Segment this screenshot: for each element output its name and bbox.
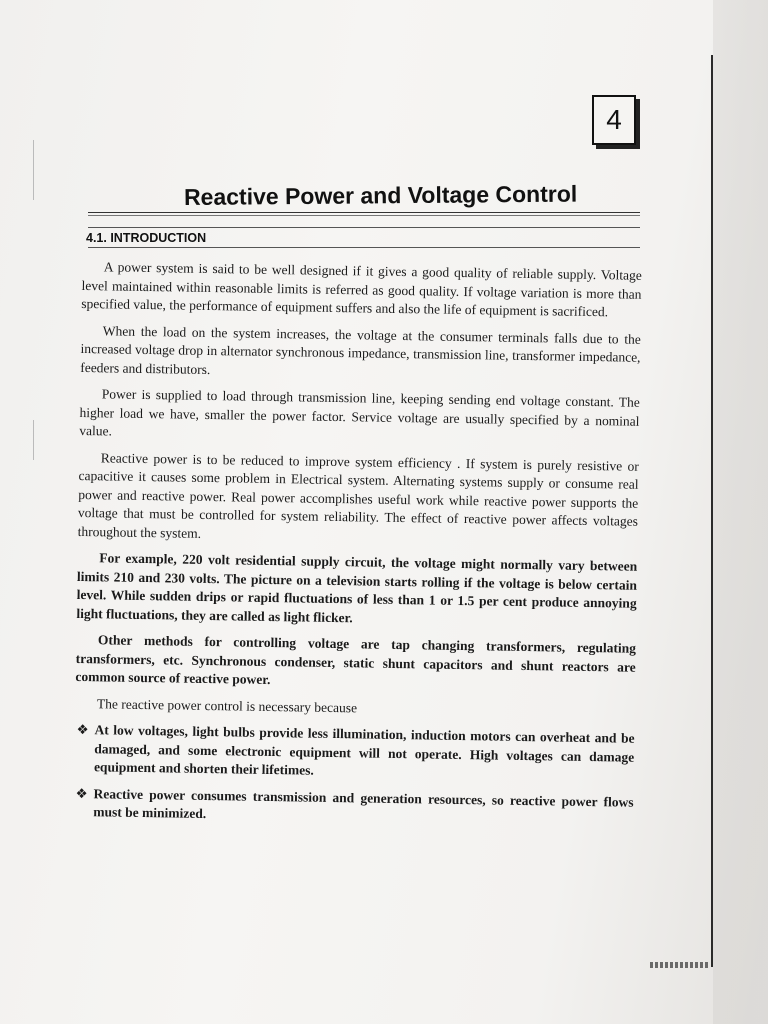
page-edge-line [711,55,713,967]
diamond-dots-icon: ❖ [75,785,88,801]
list-item [73,784,634,830]
chapter-number: 4 [606,104,622,135]
paragraph: The reactive power control is necessary because [96,695,358,715]
title-rule [88,212,640,213]
paragraph: A power system is said to be well designed if it gives a good quality of reliable supply. Voltage level maintained within reasonable limits is referred as good quality. If voltage variation is more than specified value, the performance of equipment suffers and also the life of equipment is sacrificed. [81,259,642,320]
list-item-text: At low voltages, light bulbs provide less illumination, induction motors can overheat and be damaged, and some electronic equipment will not operate. High voltages can damage equipment and shorten their lifetimes. [93,722,635,778]
corner-scrawl [650,962,708,968]
margin-mark [33,420,34,460]
body-text [73,258,642,838]
list-item-text: Reactive power consumes transmission and generation resources, so reactive power flows must be minimized. [93,785,634,822]
section-rule-top [88,227,640,228]
section-rule-bottom [88,247,640,248]
chapter-number-box [592,95,636,145]
paragraph: Reactive power is to be reduced to improve system efficiency . If system is purely resistive or capacitive it causes some problem in Electrical system. Alternating systems supply or consume real power and reactive power. Real power accomplishes useful work while reactive power supports the voltage that must be controlled for system reliability. The effect of reactive power affects voltages throughout the system. [77,449,639,541]
page-edge-shadow [713,0,768,1024]
list-item [74,721,635,785]
section-heading: 4.1. INTRODUCTION [86,231,207,245]
paragraph: Power is supplied to load through transmission line, keeping sending end voltage constant. The higher load we have, smaller the power factor. Service voltage are usually specified by a nominal value. [79,386,640,439]
margin-mark [33,140,34,200]
bullet-list [73,721,635,830]
paragraph: Other methods for controlling voltage are tap changing transformers, regulating transformers, etc. Synchronous condenser, static shunt capacitors and shunt reactors are common source of reactive power. [75,632,637,688]
paragraph: When the load on the system increases, the voltage at the consumer terminals falls due to the increased voltage drop in alternator synchronous impedance, transmission line, transformer impedance, feeders and distributors. [80,322,641,377]
diamond-dots-icon: ❖ [76,721,89,738]
paragraph: For example, 220 volt residential supply circuit, the voltage might normally vary between limits 210 and 230 volts. The picture on a television starts rolling if the voltage is below certain level. While sudden drips or rapid fluctuations of less than 1 or 1.5 per cent produce annoying light fluctuations, they are called as light flicker. [76,550,638,625]
title-rule-thin [88,215,640,216]
chapter-title: Reactive Power and Voltage Control [183,180,578,211]
